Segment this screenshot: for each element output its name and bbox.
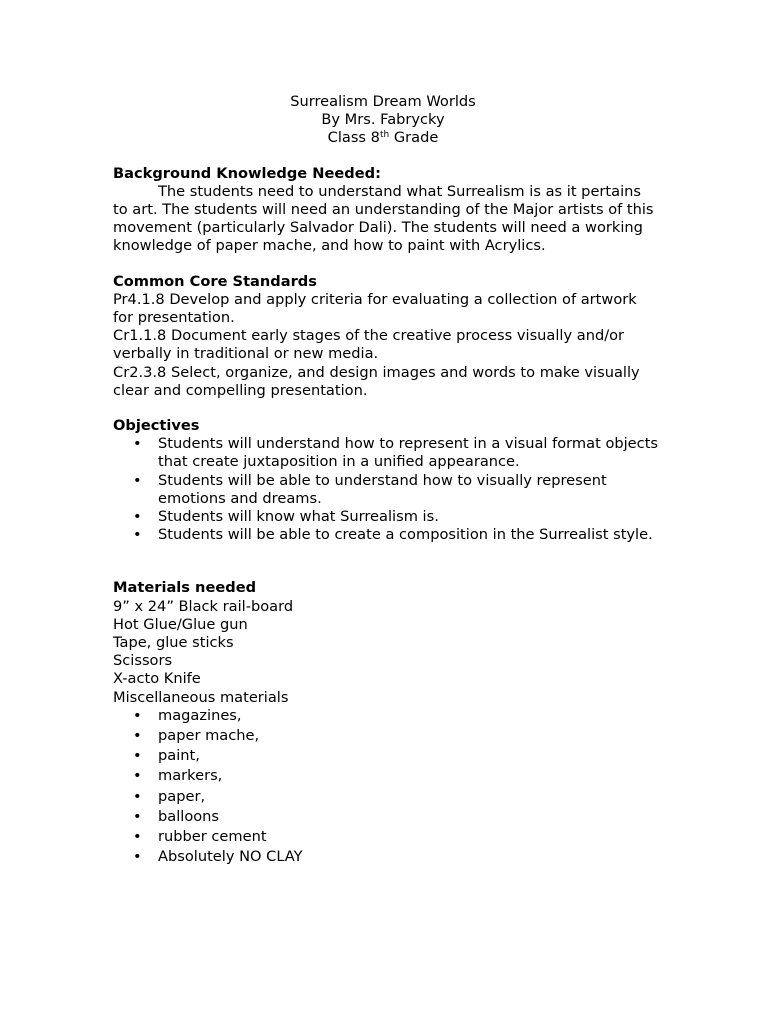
document-title: Surrealism Dream Worlds: [290, 93, 476, 110]
material-line: Scissors: [113, 652, 173, 670]
document-page: [113, 93, 658, 868]
misc-material-item: • paper mache,: [113, 727, 658, 747]
material-line: Tape, glue sticks: [113, 634, 234, 652]
objective-item: • Students will understand how to represent in a visual format objects that create juxtaposition in a unified appearance.: [113, 435, 658, 471]
document-class: [113, 129, 653, 147]
misc-material-item: • rubber cement: [113, 828, 658, 848]
material-line: Miscellaneous materials: [113, 688, 289, 706]
objective-item: • Students will know what Surrealism is.: [113, 508, 658, 526]
material-line: Hot Glue/Glue gun: [113, 615, 248, 633]
standard-item: Cr2.3.8 Select, organize, and design images and words to make visually clear and compelling presentation.: [113, 363, 640, 399]
misc-material-item: • balloons: [113, 808, 658, 828]
misc-material-item: • magazines,: [113, 707, 658, 727]
objectives-section: [113, 417, 658, 544]
objectives-list: [113, 435, 658, 544]
background-section: [113, 165, 658, 256]
material-line: 9” x 24” Black rail-board: [113, 597, 294, 615]
misc-material-item: • paper,: [113, 788, 658, 808]
class-suffix: Grade: [389, 129, 439, 147]
standard-item: Pr4.1.8 Develop and apply criteria for evaluating a collection of artwork for presentation.: [113, 290, 637, 326]
standards-section: [113, 273, 658, 400]
misc-material-item: • paint,: [113, 747, 658, 767]
class-superscript: th: [379, 130, 390, 141]
misc-material-item: • Absolutely NO CLAY: [113, 848, 658, 868]
background-text: The students need to understand what Surrealism is as it pertains to art. The students will need an understanding of the Major artists of this movement (particularly Salvador Dali). The students will need a working knowledge of paper mache, and how to paint with Acrylics.: [113, 182, 654, 255]
materials-heading: Materials needed: [113, 579, 257, 597]
objective-item: • Students will be able to create a composition in the Surrealist style.: [113, 526, 658, 544]
standard-item: Cr1.1.8 Document early stages of the creative process visually and/or verbally in traditional or new media.: [113, 327, 625, 363]
standards-heading: Common Core Standards: [113, 272, 317, 290]
objectives-heading: Objectives: [113, 417, 200, 434]
objective-item: • Students will be able to understand how to visually represent emotions and dreams.: [113, 472, 658, 508]
misc-material-item: • markers,: [113, 767, 658, 787]
materials-section: [113, 579, 658, 868]
material-line: X-acto Knife: [113, 670, 201, 688]
document-author: By Mrs. Fabrycky: [321, 111, 445, 129]
misc-materials-list: [113, 707, 658, 869]
class-prefix: Class 8: [327, 129, 380, 147]
background-heading: Background Knowledge Needed:: [113, 164, 381, 182]
document-header: [113, 93, 653, 148]
